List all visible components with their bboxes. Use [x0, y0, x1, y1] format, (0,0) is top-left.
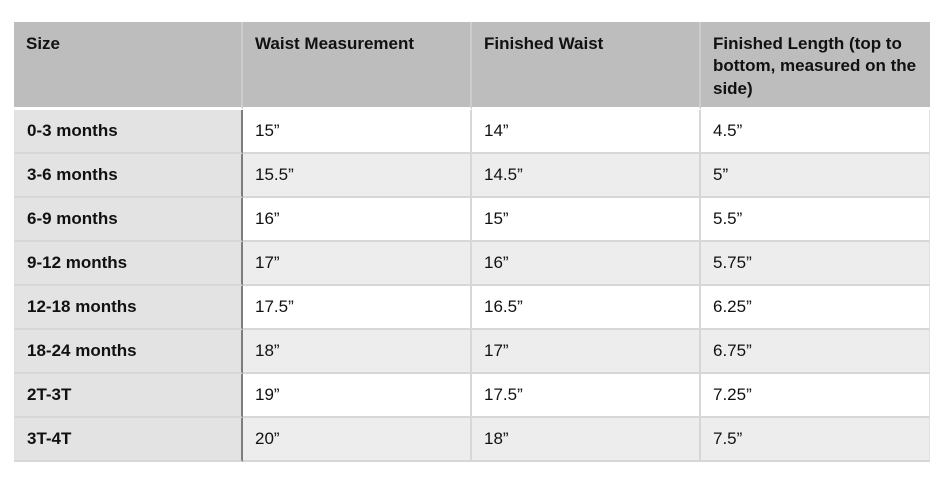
finished-waist-cell: 18” [472, 418, 701, 462]
table-row [14, 418, 930, 462]
size-chart-body [14, 110, 930, 462]
waist-measurement-cell: 15.5” [243, 154, 472, 198]
finished-waist-cell: 17” [472, 330, 701, 374]
finished-length-cell: 7.25” [701, 374, 930, 418]
size-cell: 6-9 months [14, 198, 243, 242]
finished-length-cell: 5.5” [701, 198, 930, 242]
table-row [14, 242, 930, 286]
finished-length-cell: 6.75” [701, 330, 930, 374]
waist-measurement-cell: 17.5” [243, 286, 472, 330]
finished-length-cell: 4.5” [701, 110, 930, 154]
size-chart-table [14, 22, 930, 462]
size-cell: 12-18 months [14, 286, 243, 330]
table-row [14, 286, 930, 330]
header-row [14, 22, 930, 110]
size-cell: 18-24 months [14, 330, 243, 374]
finished-length-cell: 6.25” [701, 286, 930, 330]
size-cell: 9-12 months [14, 242, 243, 286]
table-row [14, 330, 930, 374]
finished-length-cell: 7.5” [701, 418, 930, 462]
size-chart [14, 22, 930, 462]
table-row [14, 374, 930, 418]
finished-length-cell: 5” [701, 154, 930, 198]
waist-measurement-cell: 18” [243, 330, 472, 374]
table-row [14, 110, 930, 154]
waist-measurement-cell: 19” [243, 374, 472, 418]
finished-waist-cell: 14.5” [472, 154, 701, 198]
finished-length-cell: 5.75” [701, 242, 930, 286]
col-header-finished-length: Finished Length (top to bottom, measured on the side) [701, 22, 930, 110]
size-cell: 0-3 months [14, 110, 243, 154]
col-header-size: Size [14, 22, 243, 110]
finished-waist-cell: 14” [472, 110, 701, 154]
table-row [14, 198, 930, 242]
finished-waist-cell: 16.5” [472, 286, 701, 330]
size-chart-header [14, 22, 930, 110]
waist-measurement-cell: 15” [243, 110, 472, 154]
finished-waist-cell: 15” [472, 198, 701, 242]
finished-waist-cell: 17.5” [472, 374, 701, 418]
size-cell: 3-6 months [14, 154, 243, 198]
table-row [14, 154, 930, 198]
col-header-waist-measurement: Waist Measurement [243, 22, 472, 110]
waist-measurement-cell: 20” [243, 418, 472, 462]
col-header-finished-waist: Finished Waist [472, 22, 701, 110]
waist-measurement-cell: 17” [243, 242, 472, 286]
finished-waist-cell: 16” [472, 242, 701, 286]
size-cell: 2T-3T [14, 374, 243, 418]
waist-measurement-cell: 16” [243, 198, 472, 242]
size-cell: 3T-4T [14, 418, 243, 462]
